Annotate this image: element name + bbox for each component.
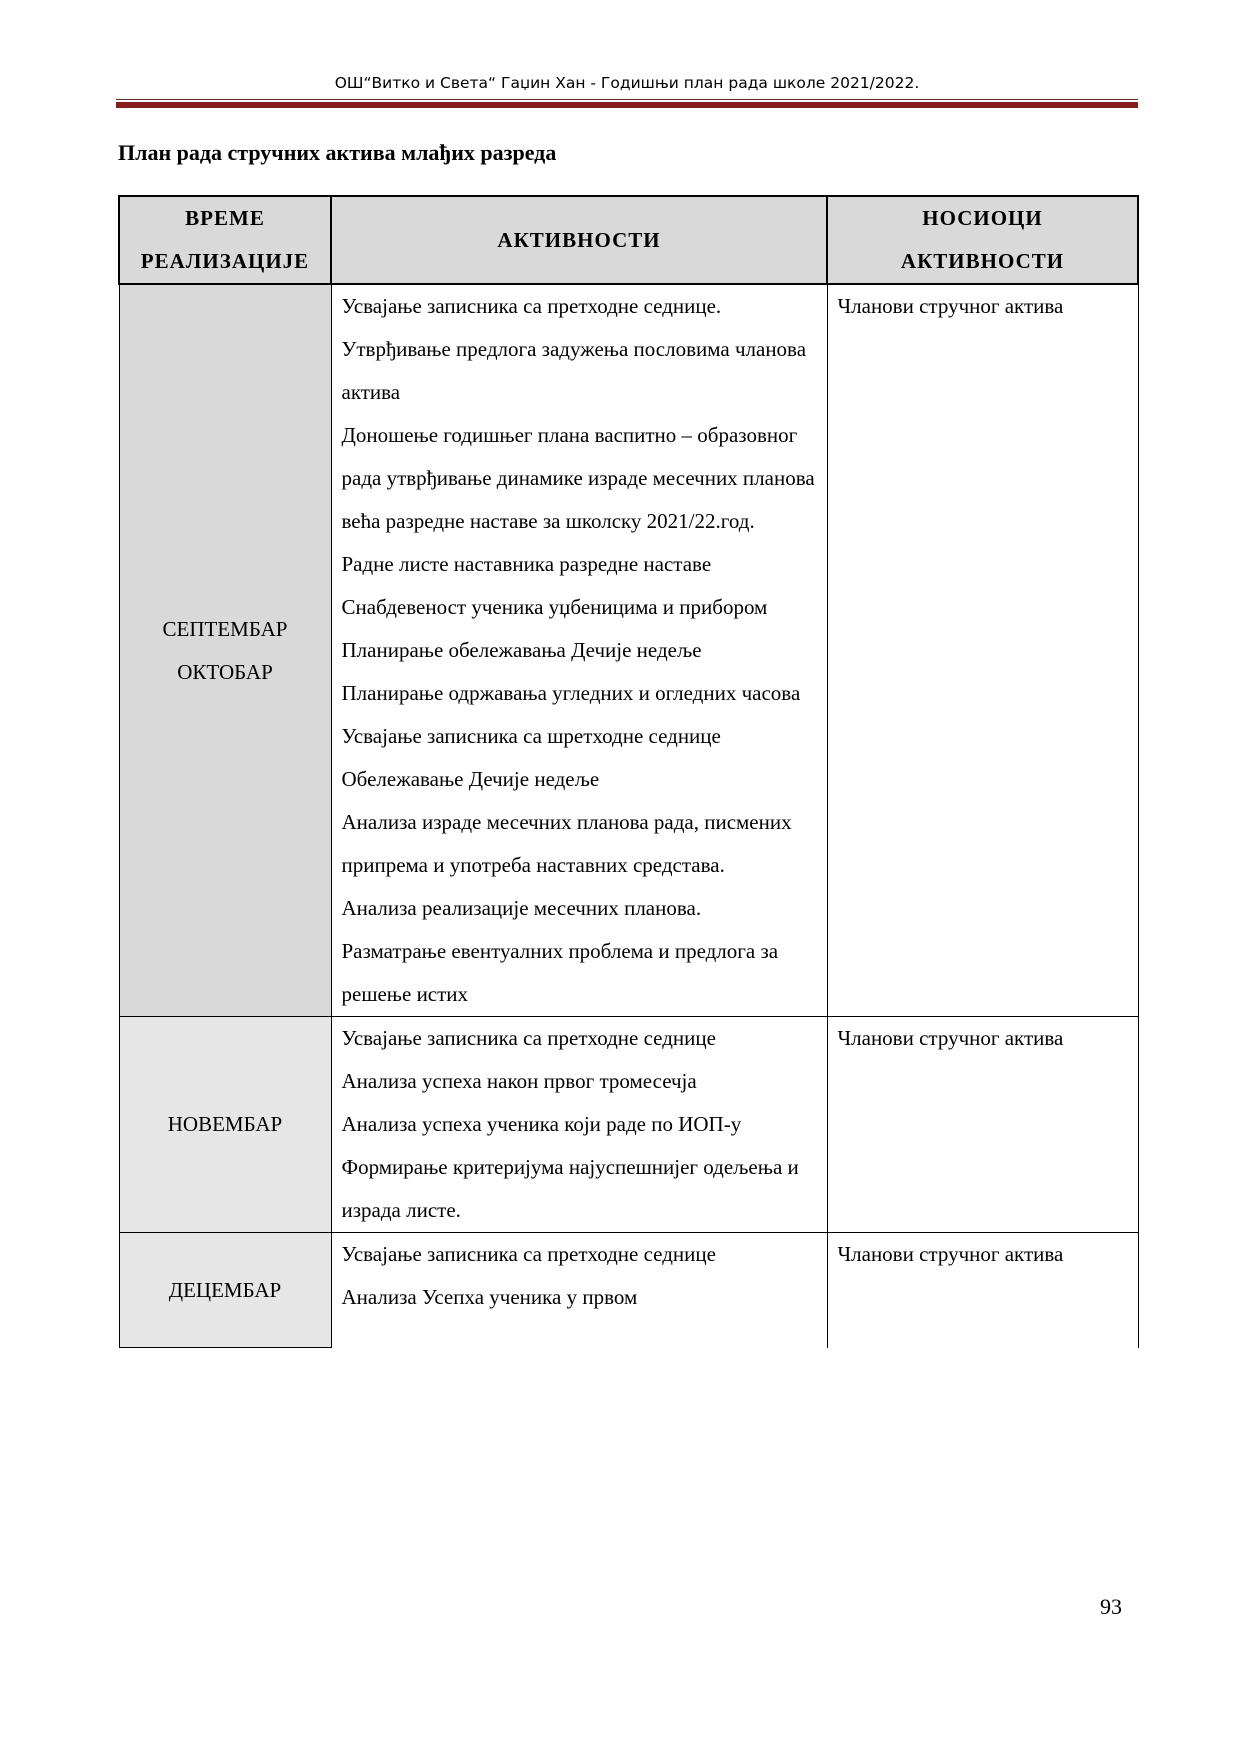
column-header-time (119, 196, 331, 284)
month-cell (119, 1233, 331, 1348)
activity-item: Формирање критеријума најуспешнијег одељења и израда листе. (341, 1155, 799, 1222)
holders-cell: Чланови стручног актива (827, 1233, 1138, 1348)
activity-item: Планирање одржавања угледних и огледних часова (341, 681, 801, 705)
column-header-holders-line-1: НОСИОЦИ (922, 206, 1043, 230)
activity-item: Анализа успеха ученика који раде по ИОП-у (341, 1112, 742, 1136)
table-row (119, 1017, 1138, 1233)
month-label: СЕПТЕМБАР (162, 616, 288, 641)
column-header-holders-line-2: АКТИВНОСТИ (900, 249, 1065, 273)
activity-item: Снабдевеност ученика уџбеницима и прибором (341, 595, 768, 619)
activity-item: Планирање обележавања Дечије недеље (341, 638, 702, 662)
month-label: НОВЕМБАР (167, 1112, 283, 1136)
activity-item: Анализа успеха након првог тромесечја (341, 1069, 697, 1093)
running-header: ОШ“Витко и Света“ Гаџин Хан - Годишњи план рада школе 2021/2022. (334, 74, 920, 92)
activity-item: Усвајање записника са шретходне седнице (341, 724, 721, 748)
column-header-holders (827, 196, 1138, 284)
column-header-activities: АКТИВНОСТИ (331, 196, 827, 284)
column-header-time-line-1: ВРЕМЕ (185, 206, 265, 230)
activity-item: Доношење годишњег плана васпитно – образовног рада утврђивање динамике израде месечних планова (341, 423, 815, 490)
header-rule-thick (116, 102, 1138, 108)
table-header-row (119, 196, 1138, 284)
activity-item: већа разредне наставе за школску 2021/22.год. (341, 509, 755, 533)
table-row (119, 284, 1138, 1017)
page-number: 93 (1100, 1594, 1122, 1619)
activity-item: Обележавање Дечије недеље (341, 767, 600, 791)
activity-item: Усвајање записника са претходне седнице. (341, 294, 722, 318)
holders-cell: Чланови стручног актива (827, 1017, 1138, 1233)
activity-plan-table (118, 195, 1139, 1348)
activity-item: Усвајање записника са претходне седнице (341, 1242, 716, 1266)
activity-item: Радне листе наставника разредне наставе (341, 552, 712, 576)
activity-item: Анализа израде месечних планова рада, писмених припрема и употреба наставних средстава. (341, 810, 792, 877)
month-cell (119, 284, 331, 1017)
column-header-time-line-2: РЕАЛИЗАЦИЈЕ (140, 249, 310, 273)
activities-cell (331, 284, 827, 1017)
holders-cell: Чланови стручног актива (827, 284, 1138, 1017)
activities-cell (331, 1017, 827, 1233)
month-label: ДЕЦЕМБАР (168, 1277, 282, 1302)
month-label: ОКТОБАР (177, 659, 273, 684)
table-row (119, 1233, 1138, 1348)
section-title: План рада стручних актива млађих разреда (118, 140, 557, 165)
activities-cell (331, 1233, 827, 1348)
month-cell (119, 1017, 331, 1233)
activity-item: Разматрање евентуалних проблема и предлога за решење истих (341, 939, 779, 1006)
activity-item: Анализа реализације месечних планова. (341, 896, 702, 920)
activity-item: Анализа Усепха ученика у првом (341, 1285, 638, 1309)
activity-item: Усвајање записника са претходне седнице (341, 1026, 716, 1050)
activity-item: Утврђивање предлога задужења пословима чланова актива (341, 337, 807, 404)
header-rule-thin (116, 99, 1138, 100)
